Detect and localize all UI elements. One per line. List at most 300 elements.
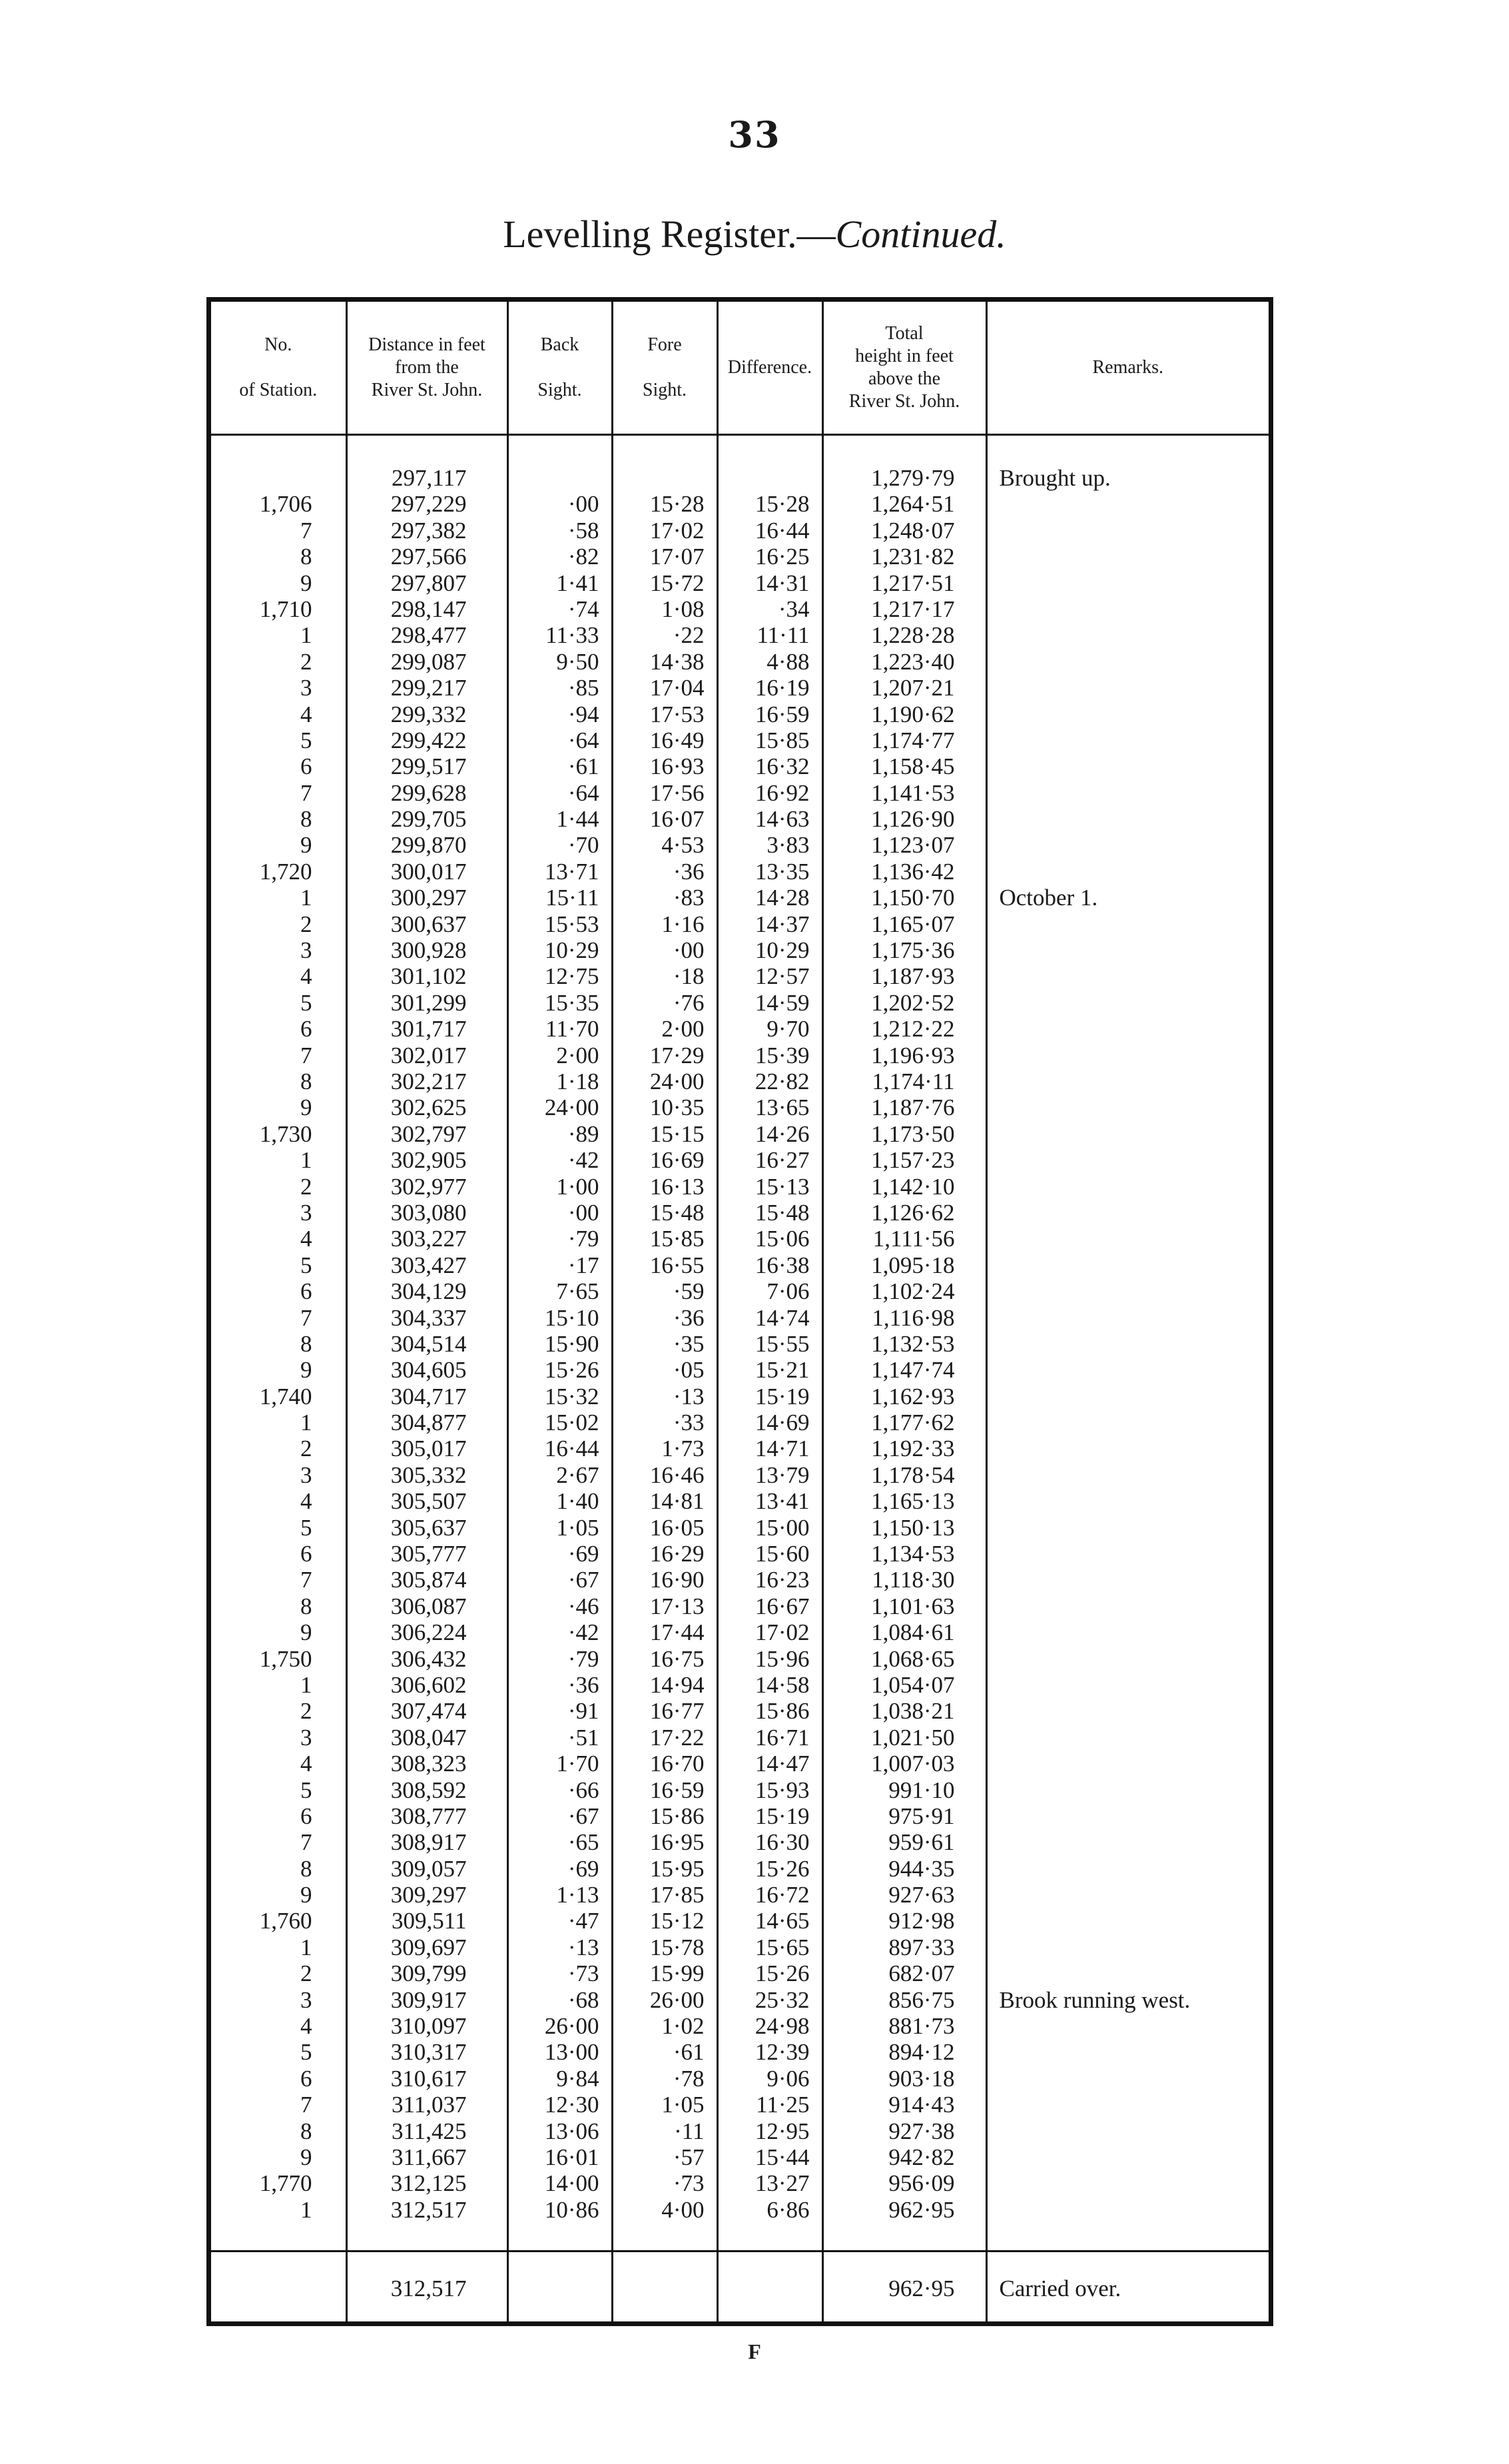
cell-distance: 304,717 xyxy=(390,1383,467,1410)
cell-total: 1,174·11 xyxy=(872,1068,955,1094)
cell-station: 1,770 xyxy=(259,2170,312,2197)
cell-total: 897·33 xyxy=(888,1934,955,1960)
cell-remark xyxy=(988,1357,1269,1383)
cell-station: 6 xyxy=(300,1278,312,1305)
cell-remark xyxy=(988,1331,1269,1357)
cell-remark xyxy=(988,1174,1269,1200)
cell-back: 7·65 xyxy=(556,1278,599,1305)
cell-fore: 15·28 xyxy=(649,491,705,518)
cell-back: ·79 xyxy=(567,1645,599,1672)
cell-total: 927·63 xyxy=(888,1882,955,1908)
cell-station: 1 xyxy=(300,2196,312,2223)
cell-station: 7 xyxy=(300,1042,312,1068)
cell-fore: 15·72 xyxy=(649,570,705,596)
cell-remark xyxy=(988,518,1269,544)
cell-back: 1·40 xyxy=(556,1488,599,1515)
cell-total: 1,212·22 xyxy=(871,1016,955,1042)
cell-total: 1,141·53 xyxy=(871,779,955,806)
cell-fore: ·57 xyxy=(673,2144,705,2170)
cell-back: 10·29 xyxy=(544,937,599,964)
footer-back xyxy=(507,2252,612,2326)
cell-back xyxy=(509,465,611,491)
cell-total: 1,007·03 xyxy=(871,1751,955,1777)
cell-remark xyxy=(988,1305,1269,1331)
cell-back: 11·70 xyxy=(545,1016,599,1042)
cell-diff: 4·88 xyxy=(766,648,810,675)
cell-distance: 302,797 xyxy=(390,1120,467,1147)
cell-remark xyxy=(988,937,1269,963)
cell-diff: 16·59 xyxy=(754,701,810,727)
cell-diff: 15·39 xyxy=(754,1042,810,1068)
cell-distance: 301,102 xyxy=(390,963,467,990)
cell-total: 991·10 xyxy=(888,1777,955,1803)
cell-distance: 300,637 xyxy=(390,911,467,937)
cell-distance: 308,917 xyxy=(390,1829,467,1856)
cell-distance: 310,097 xyxy=(390,2013,467,2040)
cell-diff: 15·48 xyxy=(754,1199,810,1226)
cell-fore: ·73 xyxy=(673,2170,705,2197)
cell-distance: 298,477 xyxy=(390,622,467,649)
cell-remark xyxy=(988,1200,1269,1226)
cell-fore: 16·75 xyxy=(649,1645,705,1672)
footer-fore xyxy=(612,2252,717,2326)
cell-total: 1,190·62 xyxy=(871,701,955,727)
cell-remark xyxy=(988,1882,1269,1908)
cell-diff: 14·28 xyxy=(754,885,810,911)
cell-station: 9 xyxy=(300,1094,312,1121)
cell-diff: 16·27 xyxy=(754,1147,810,1174)
cell-remark xyxy=(988,1960,1269,1986)
cell-distance: 302,625 xyxy=(390,1094,467,1121)
cell-back: ·46 xyxy=(567,1593,599,1619)
cell-fore: ·83 xyxy=(673,885,705,911)
cell-total: 1,165·07 xyxy=(871,911,955,937)
cell-back: 24·00 xyxy=(544,1094,599,1121)
cell-diff: 16·67 xyxy=(754,1593,810,1619)
cell-fore: 16·77 xyxy=(649,1698,705,1725)
cell-station: 4 xyxy=(300,1226,312,1252)
cell-distance: 302,977 xyxy=(390,1173,467,1200)
cell-fore: ·11 xyxy=(674,2118,705,2144)
cell-station: 1 xyxy=(300,1934,312,1960)
cell-back: ·69 xyxy=(567,1541,599,1567)
cell-fore: ·22 xyxy=(673,622,705,649)
cell-station: 4 xyxy=(300,1751,312,1777)
footer-distance: 312,517 xyxy=(346,2252,507,2326)
cell-back: 10·86 xyxy=(544,2196,599,2223)
cell-station: 4 xyxy=(300,701,312,727)
cell-fore: 17·44 xyxy=(649,1619,705,1646)
cell-diff: 7·06 xyxy=(766,1278,810,1305)
cell-distance: 312,517 xyxy=(390,2196,467,2223)
cell-station: 8 xyxy=(300,1593,312,1619)
cell-diff: 22·82 xyxy=(754,1068,810,1094)
title-continued: Continued. xyxy=(835,212,1006,256)
cell-station: 1,750 xyxy=(259,1645,312,1672)
cell-remark xyxy=(988,1934,1269,1960)
cell-remark xyxy=(988,1121,1269,1147)
cell-distance: 299,332 xyxy=(390,701,467,727)
cell-remark xyxy=(988,1698,1269,1724)
cell-back: ·17 xyxy=(567,1252,599,1278)
cell-station: 5 xyxy=(300,1514,312,1541)
cell-total: 1,207·21 xyxy=(871,675,955,701)
fore-sight-column xyxy=(612,435,717,2252)
distance-column xyxy=(346,435,507,2252)
cell-diff: 9·06 xyxy=(766,2065,810,2092)
cell-remark xyxy=(988,675,1269,701)
cell-diff: 16·38 xyxy=(754,1252,810,1278)
cell-diff: 25·32 xyxy=(754,1986,810,2013)
cell-station: 8 xyxy=(300,544,312,570)
cell-diff xyxy=(719,465,822,491)
cell-distance: 301,717 xyxy=(390,1016,467,1042)
cell-remark xyxy=(988,753,1269,779)
cell-remark xyxy=(988,963,1269,989)
cell-diff: 15·55 xyxy=(754,1330,810,1357)
cell-distance: 299,870 xyxy=(390,832,467,859)
cell-station: 2 xyxy=(300,1173,312,1200)
cell-fore: 15·78 xyxy=(649,1934,705,1960)
cell-remark xyxy=(988,491,1269,517)
cell-total: 1,174·77 xyxy=(871,727,955,753)
cell-station: 5 xyxy=(300,1252,312,1278)
cell-diff: 15·00 xyxy=(754,1514,810,1541)
cell-total: 682·07 xyxy=(888,1960,955,1987)
cell-distance: 299,087 xyxy=(390,648,467,675)
cell-remark xyxy=(988,2197,1269,2223)
cell-back: 2·67 xyxy=(556,1461,599,1488)
cell-diff: 9·70 xyxy=(766,1016,810,1042)
cell-remark xyxy=(988,780,1269,806)
cell-distance: 299,705 xyxy=(390,806,467,833)
cell-station: 8 xyxy=(300,1855,312,1882)
cell-back: ·85 xyxy=(567,675,599,701)
cell-total: 1,228·28 xyxy=(871,622,955,649)
cell-fore: 15·99 xyxy=(649,1960,705,1987)
cell-total: 956·09 xyxy=(888,2170,955,2197)
cell-total: 1,158·45 xyxy=(871,753,955,780)
cell-remark xyxy=(988,2144,1269,2170)
cell-fore: 17·13 xyxy=(649,1593,705,1619)
cell-distance: 309,697 xyxy=(390,1934,467,1960)
cell-fore: 16·46 xyxy=(649,1461,705,1488)
cell-remark xyxy=(988,2092,1269,2118)
cell-total: 1,173·50 xyxy=(871,1120,955,1147)
cell-station: 1,706 xyxy=(259,491,312,518)
cell-back: ·89 xyxy=(567,1120,599,1147)
carried-over-row xyxy=(211,2252,1269,2326)
cell-back: ·74 xyxy=(567,596,599,622)
cell-back: ·13 xyxy=(567,1934,599,1960)
cell-remark xyxy=(988,1829,1269,1855)
cell-fore: 16·90 xyxy=(649,1567,705,1593)
header-remarks: Remarks. xyxy=(986,302,1269,435)
difference-column xyxy=(717,435,822,2252)
cell-station: 3 xyxy=(300,675,312,701)
cell-remark xyxy=(988,596,1269,622)
cell-remark xyxy=(988,544,1269,570)
cell-diff: 15·93 xyxy=(754,1777,810,1803)
cell-distance: 308,047 xyxy=(390,1724,467,1751)
cell-distance: 297,229 xyxy=(390,491,467,518)
cell-station: 2 xyxy=(300,1960,312,1987)
cell-total: 894·12 xyxy=(888,2039,955,2066)
footer-diff xyxy=(717,2252,822,2326)
cell-diff: 13·35 xyxy=(754,858,810,885)
cell-station: 6 xyxy=(300,1016,312,1042)
cell-distance: 303,227 xyxy=(390,1226,467,1252)
cell-back: ·94 xyxy=(567,701,599,727)
cell-back: ·64 xyxy=(567,727,599,753)
cell-distance: 311,037 xyxy=(392,2092,467,2118)
cell-remark xyxy=(988,1384,1269,1410)
cell-fore: 17·56 xyxy=(649,779,705,806)
cell-remark xyxy=(988,2170,1269,2196)
cell-back: ·91 xyxy=(567,1698,599,1725)
cell-station: 3 xyxy=(300,1461,312,1488)
cell-total: 962·95 xyxy=(888,2196,955,2223)
cell-station: 9 xyxy=(300,1882,312,1908)
cell-fore: 15·15 xyxy=(649,1120,705,1147)
cell-distance: 306,087 xyxy=(390,1593,467,1619)
cell-total: 1,264·51 xyxy=(871,491,955,518)
cell-remark xyxy=(988,832,1269,858)
cell-diff: 14·71 xyxy=(754,1436,810,1462)
cell-fore: ·33 xyxy=(673,1410,705,1436)
cell-back: 12·30 xyxy=(544,2092,599,2118)
cell-station: 1 xyxy=(300,885,312,911)
cell-station: 1 xyxy=(300,622,312,649)
cell-station: 1 xyxy=(300,1410,312,1436)
cell-fore: 15·85 xyxy=(649,1226,705,1252)
cell-fore: ·18 xyxy=(673,963,705,990)
cell-fore: 17·85 xyxy=(649,1882,705,1908)
cell-remark xyxy=(988,2066,1269,2092)
cell-fore: 16·13 xyxy=(649,1173,705,1200)
cell-station: 4 xyxy=(300,1488,312,1515)
cell-total: 1,165·13 xyxy=(871,1488,955,1515)
cell-back: ·00 xyxy=(567,1199,599,1226)
cell-back: 1·41 xyxy=(556,570,599,596)
cell-remark xyxy=(988,1042,1269,1068)
cell-fore xyxy=(613,465,717,491)
back-sight-column xyxy=(507,435,612,2252)
cell-back: ·69 xyxy=(567,1855,599,1882)
cell-distance: 298,147 xyxy=(390,596,467,622)
cell-fore: ·59 xyxy=(673,1278,705,1305)
cell-fore: 14·94 xyxy=(649,1671,705,1698)
cell-diff: 16·71 xyxy=(754,1724,810,1751)
cell-fore: 17·02 xyxy=(649,517,705,544)
cell-diff: 13·27 xyxy=(754,2170,810,2197)
cell-diff: 17·02 xyxy=(754,1619,810,1646)
cell-distance: 304,877 xyxy=(390,1410,467,1436)
cell-diff: 15·60 xyxy=(754,1541,810,1567)
cell-distance: 301,299 xyxy=(390,989,467,1016)
cell-station: 3 xyxy=(300,1986,312,2013)
cell-station xyxy=(211,465,346,491)
cell-fore: 14·38 xyxy=(649,648,705,675)
cell-back: 14·00 xyxy=(544,2170,599,2197)
cell-back: 1·13 xyxy=(556,1882,599,1908)
cell-fore: 15·48 xyxy=(649,1199,705,1226)
header-total-height: Total height in feet above the River St. John. xyxy=(822,302,986,435)
cell-diff: 11·25 xyxy=(756,2092,810,2118)
cell-total: 912·98 xyxy=(888,1908,955,1934)
cell-distance: 308,323 xyxy=(390,1751,467,1777)
cell-station: 7 xyxy=(300,779,312,806)
header-station: No. of Station. xyxy=(211,302,346,435)
cell-distance: 309,799 xyxy=(390,1960,467,1987)
cell-station: 5 xyxy=(300,989,312,1016)
cell-station: 1,740 xyxy=(259,1383,312,1410)
cell-total: 959·61 xyxy=(888,1829,955,1856)
cell-back: 1·18 xyxy=(556,1068,599,1094)
cell-station: 5 xyxy=(300,727,312,753)
cell-total: 1,248·07 xyxy=(871,517,955,544)
cell-station: 3 xyxy=(300,1724,312,1751)
cell-remark xyxy=(988,1619,1269,1645)
cell-distance: 305,777 xyxy=(390,1541,467,1567)
cell-remark xyxy=(988,1147,1269,1173)
cell-diff: 14·59 xyxy=(754,989,810,1016)
cell-total: 975·91 xyxy=(888,1803,955,1829)
cell-fore: ·00 xyxy=(673,937,705,964)
cell-diff: 15·19 xyxy=(754,1383,810,1410)
cell-fore: ·35 xyxy=(673,1330,705,1357)
footer-remark: Carried over. xyxy=(986,2252,1269,2326)
cell-total: 1,192·33 xyxy=(871,1436,955,1462)
cell-remark xyxy=(988,1410,1269,1436)
page-number: 33 xyxy=(728,113,781,156)
cell-fore: 1·02 xyxy=(661,2013,705,2040)
cell-total: 1,162·93 xyxy=(871,1383,955,1410)
cell-back: 1·00 xyxy=(556,1173,599,1200)
cell-fore: 16·69 xyxy=(649,1147,705,1174)
cell-fore: 26·00 xyxy=(649,1986,705,2013)
cell-diff: 14·74 xyxy=(754,1304,810,1331)
cell-fore: 4·53 xyxy=(661,832,705,859)
signature-mark: F xyxy=(748,2339,761,2363)
cell-remark xyxy=(988,701,1269,727)
cell-diff: 16·25 xyxy=(754,544,810,570)
cell-remark xyxy=(988,727,1269,753)
cell-distance: 300,928 xyxy=(390,937,467,964)
cell-station: 1,760 xyxy=(259,1908,312,1934)
cell-diff: 12·95 xyxy=(754,2118,810,2144)
cell-total: 1,111·56 xyxy=(872,1226,955,1252)
cell-fore: 16·59 xyxy=(649,1777,705,1803)
cell-remark xyxy=(988,1016,1269,1042)
cell-distance: 299,422 xyxy=(390,727,467,753)
cell-total: 1,231·82 xyxy=(871,544,955,570)
cell-distance: 305,874 xyxy=(390,1567,467,1593)
cell-station: 8 xyxy=(300,2118,312,2144)
cell-remark xyxy=(988,1567,1269,1593)
cell-diff: 16·92 xyxy=(754,779,810,806)
cell-diff: 15·86 xyxy=(754,1698,810,1725)
cell-station: 8 xyxy=(300,806,312,833)
cell-total: 1,175·36 xyxy=(871,937,955,964)
cell-remark xyxy=(988,1725,1269,1751)
cell-back: ·51 xyxy=(567,1724,599,1751)
cell-station: 2 xyxy=(300,648,312,675)
cell-remark xyxy=(988,1436,1269,1461)
cell-fore: 17·29 xyxy=(649,1042,705,1068)
cell-fore: 2·00 xyxy=(661,1016,705,1042)
cell-distance: 309,297 xyxy=(390,1882,467,1908)
cell-total: 1,196·93 xyxy=(871,1042,955,1068)
cell-back: ·68 xyxy=(567,1986,599,2013)
cell-fore: 16·95 xyxy=(649,1829,705,1856)
cell-distance: 309,511 xyxy=(392,1908,467,1934)
cell-remark xyxy=(988,1672,1269,1698)
cell-total: 1,102·24 xyxy=(871,1278,955,1305)
cell-distance: 312,125 xyxy=(390,2170,467,2197)
cell-distance: 299,517 xyxy=(390,753,467,780)
cell-distance: 300,017 xyxy=(390,858,467,885)
body-row xyxy=(211,435,1269,2252)
cell-distance: 303,080 xyxy=(390,1199,467,1226)
cell-distance: 304,129 xyxy=(390,1278,467,1305)
cell-remark xyxy=(988,1462,1269,1488)
cell-distance: 307,474 xyxy=(390,1698,467,1725)
cell-remark xyxy=(988,1094,1269,1120)
cell-distance: 303,427 xyxy=(390,1252,467,1278)
cell-back: ·64 xyxy=(567,779,599,806)
cell-remark xyxy=(988,2039,1269,2065)
cell-distance: 304,605 xyxy=(390,1357,467,1384)
cell-fore: 16·05 xyxy=(649,1514,705,1541)
cell-diff: 15·26 xyxy=(754,1855,810,1882)
cell-diff: 16·19 xyxy=(754,675,810,701)
cell-station: 1,720 xyxy=(259,858,312,885)
cell-station: 1 xyxy=(300,1671,312,1698)
footer-station xyxy=(211,2252,346,2326)
cell-station: 3 xyxy=(300,1199,312,1226)
cell-total: 944·35 xyxy=(888,1855,955,1882)
cell-remark xyxy=(988,806,1269,832)
cell-fore: 16·93 xyxy=(649,753,705,780)
cell-diff: 12·57 xyxy=(754,963,810,990)
cell-station: 9 xyxy=(300,832,312,859)
cell-remark: October 1. xyxy=(999,885,1098,911)
cell-total: 1,132·53 xyxy=(871,1330,955,1357)
station-column xyxy=(211,435,346,2252)
cell-total: 1,126·62 xyxy=(871,1199,955,1226)
cell-diff: 14·31 xyxy=(754,570,810,596)
cell-remark xyxy=(988,1068,1269,1094)
header-difference: Difference. xyxy=(717,302,822,435)
cell-fore: 16·49 xyxy=(649,727,705,753)
cell-fore: 17·22 xyxy=(649,1724,705,1751)
cell-diff: 15·26 xyxy=(754,1960,810,1987)
cell-remark: Brought up. xyxy=(999,465,1111,491)
cell-diff: 13·79 xyxy=(754,1461,810,1488)
cell-back: 15·90 xyxy=(544,1330,599,1357)
cell-distance: 305,017 xyxy=(390,1436,467,1462)
cell-total: 1,118·30 xyxy=(872,1567,955,1593)
cell-fore: 15·95 xyxy=(649,1855,705,1882)
cell-distance: 302,217 xyxy=(390,1068,467,1094)
cell-back: 15·02 xyxy=(544,1410,599,1436)
cell-distance: 300,297 xyxy=(390,885,467,911)
cell-back: 15·35 xyxy=(544,989,599,1016)
cell-total: 1,021·50 xyxy=(871,1724,955,1751)
header-row xyxy=(211,302,1269,435)
cell-station: 8 xyxy=(300,1330,312,1357)
